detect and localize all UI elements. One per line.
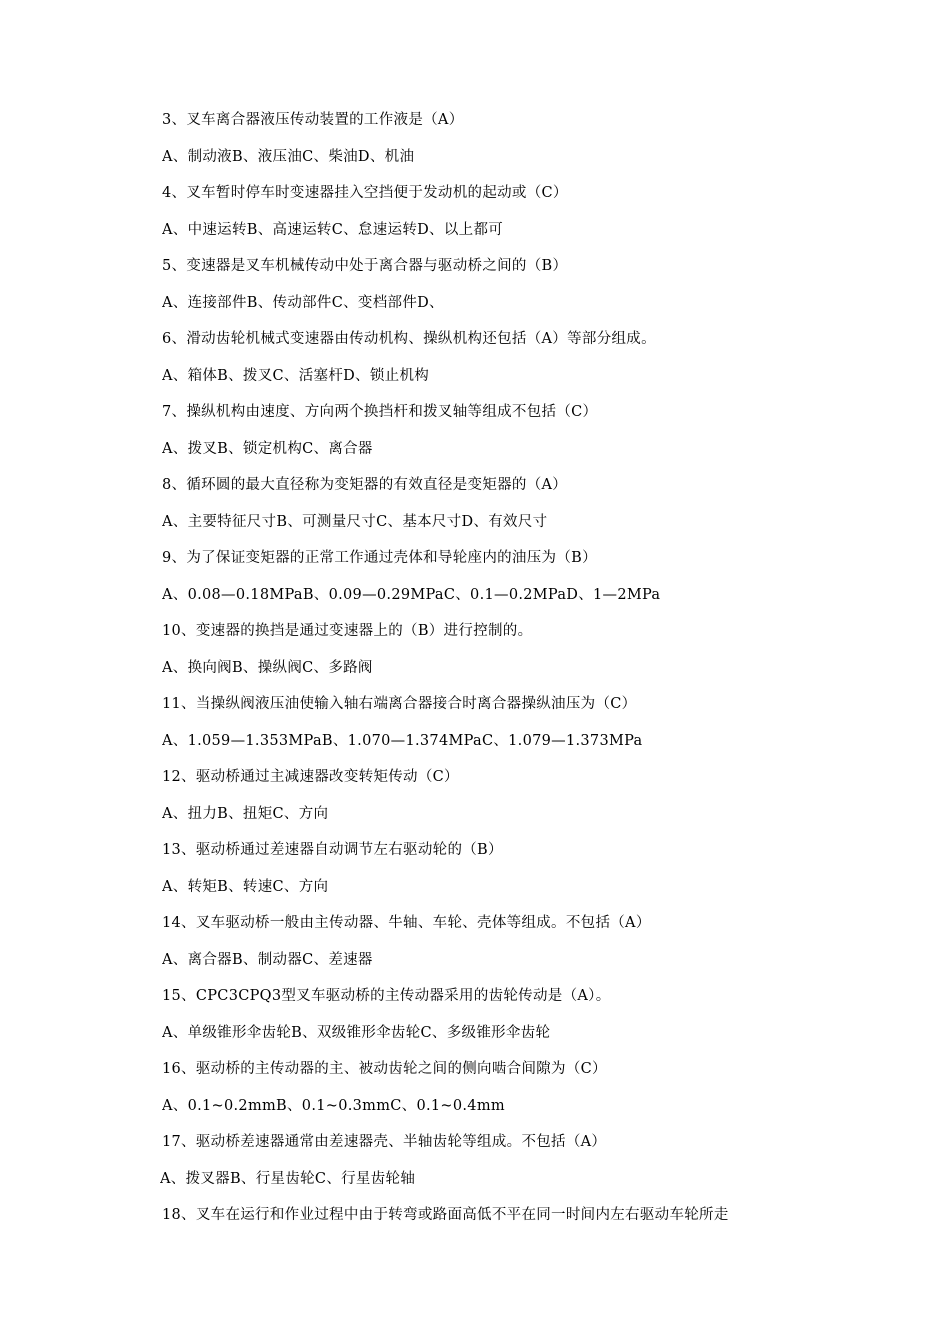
options-16: A、0.1~0.2mmB、0.1~0.3mmC、0.1~0.4mm: [162, 1097, 505, 1114]
question-14: 14、叉车驱动桥一般由主传动器、牛轴、车轮、壳体等组成。不包括（A）: [162, 915, 651, 931]
options-8: A、主要特征尺寸B、可测量尺寸C、基本尺寸D、有效尺寸: [162, 513, 548, 530]
options-13: A、转矩B、转速C、方向: [162, 878, 329, 895]
options-9: A、0.08—0.18MPaB、0.09—0.29MPaC、0.1—0.2MPaD、1—2MPa: [162, 586, 661, 603]
options-3: A、制动液B、液压油C、柴油D、机油: [162, 148, 415, 165]
question-15: 15、CPC3CPQ3型叉车驱动桥的主传动器采用的齿轮传动是（A）。: [162, 988, 611, 1004]
options-7: A、拨叉B、锁定机构C、离合器: [162, 440, 373, 457]
question-4: 4、叉车暂时停车时变速器挂入空挡便于发动机的起动或（C）: [162, 185, 568, 201]
question-18: 18、叉车在运行和作业过程中由于转弯或路面高低不平在同一时间内左右驱动车轮所走: [162, 1207, 729, 1223]
options-11: A、1.059—1.353MPaB、1.070—1.374MPaC、1.079—1.373MPa: [162, 732, 643, 749]
question-10: 10、变速器的换挡是通过变速器上的（B）进行控制的。: [162, 623, 533, 639]
question-5: 5、变速器是叉车机械传动中处于离合器与驱动桥之间的（B）: [162, 258, 568, 274]
question-11: 11、当操纵阀液压油使输入轴右端离合器接合时离合器操纵油压为（C）: [162, 696, 637, 712]
question-12: 12、驱动桥通过主减速器改变转矩传动（C）: [162, 769, 459, 785]
options-6: A、箱体B、拨叉C、活塞杆D、锁止机构: [162, 367, 430, 384]
options-12: A、扭力B、扭矩C、方向: [162, 805, 329, 822]
question-8: 8、循环圆的最大直径称为变矩器的有效直径是变矩器的（A）: [162, 477, 568, 493]
question-7: 7、操纵机构由速度、方向两个换挡杆和拨叉轴等组成不包括（C）: [162, 404, 598, 420]
options-5: A、连接部件B、传动部件C、变档部件D、: [162, 294, 444, 311]
options-17: A、拨叉器B、行星齿轮C、行星齿轮轴: [160, 1170, 416, 1187]
options-4: A、中速运转B、高速运转C、怠速运转D、以上都可: [162, 221, 504, 238]
question-13: 13、驱动桥通过差速器自动调节左右驱动轮的（B）: [162, 842, 503, 858]
options-10: A、换向阀B、操纵阀C、多路阀: [162, 659, 373, 676]
question-6: 6、滑动齿轮机械式变速器由传动机构、操纵机构还包括（A）等部分组成。: [162, 331, 656, 347]
options-15: A、单级锥形伞齿轮B、双级锥形伞齿轮C、多级锥形伞齿轮: [162, 1024, 551, 1041]
options-14: A、离合器B、制动器C、差速器: [162, 951, 373, 968]
question-list: [162, 108, 902, 1240]
question-17: 17、驱动桥差速器通常由差速器壳、半轴齿轮等组成。不包括（A）: [162, 1134, 607, 1150]
question-3: 3、叉车离合器液压传动装置的工作液是（A）: [162, 112, 464, 128]
question-16: 16、驱动桥的主传动器的主、被动齿轮之间的侧向啮合间隙为（C）: [162, 1061, 607, 1077]
question-9: 9、为了保证变矩器的正常工作通过壳体和导轮座内的油压为（B）: [162, 550, 597, 566]
